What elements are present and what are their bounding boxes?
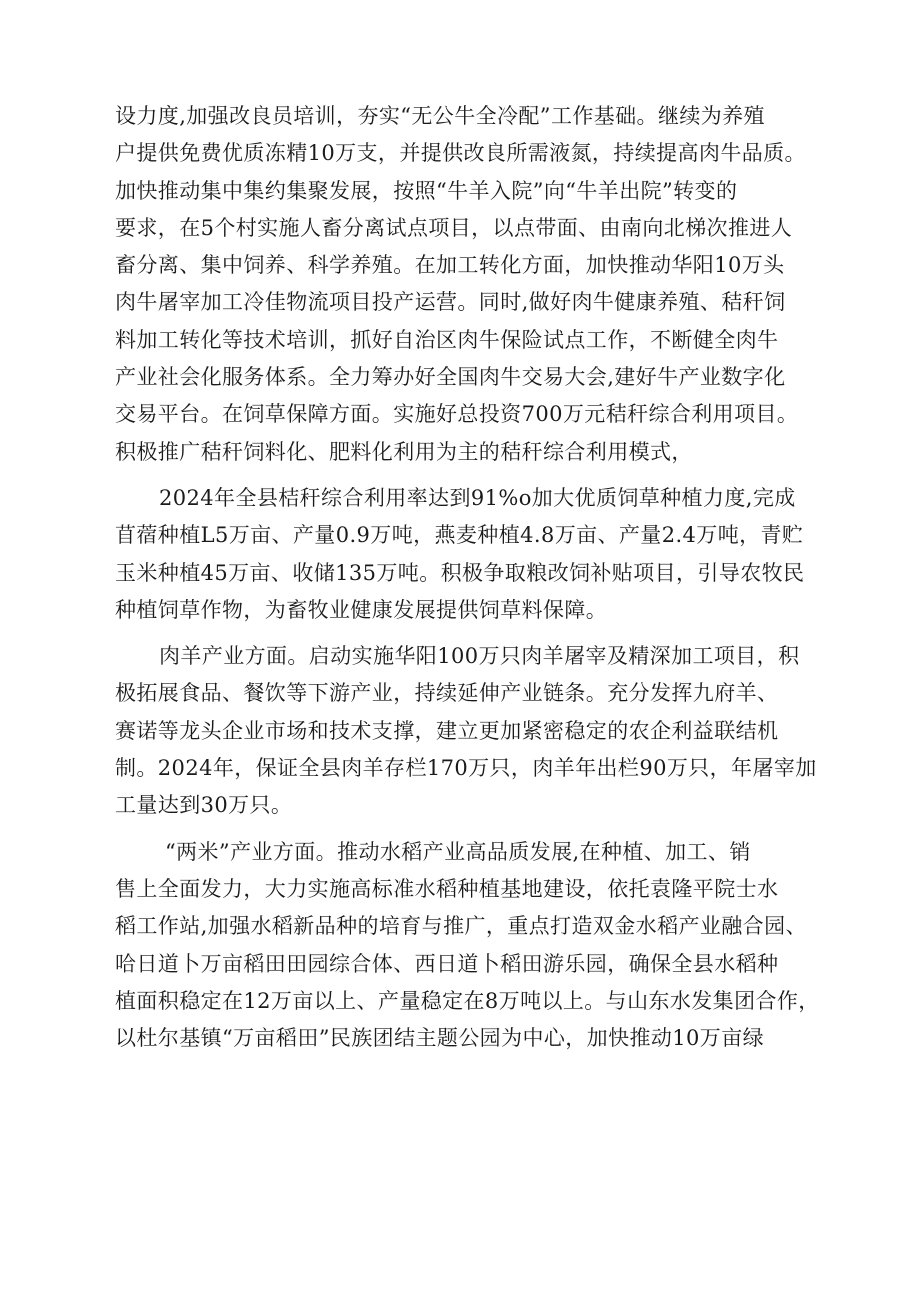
text-line: 工量达到30万只。 — [115, 793, 293, 818]
document-body — [115, 98, 835, 1057]
text-line: 畜分离、集中饲养、科学养殖。在加工转化方面，加快推动华阳10万头 — [115, 253, 785, 278]
text-line: 售上全面发力，大力实施高标准水稻种植基地建设，依托袁隆平院士水 — [115, 876, 779, 901]
text-line: 交易平台。在饲草保障方面。实施好总投资700万元秸秆综合利用项目。 — [115, 402, 799, 427]
text-line: 植面积稳定在12万亩以上、产量稳定在8万吨以上。与山东水发集团合作， — [115, 988, 820, 1013]
text-line: 极拓展食品、餐饮等下游产业，持续延伸产业链条。充分发挥九府羊、 — [115, 681, 779, 706]
text-line: 制。2024年，保证全县肉羊存栏170万只，肉羊年出栏90万只，年屠宰加 — [115, 756, 817, 781]
text-line: 加快推动集中集约集聚发展，按照“牛羊入院”向“牛羊出院”转变的 — [115, 178, 738, 203]
text-line: 产业社会化服务体系。全力筹办好全国肉牛交易大会,建好牛产业数字化 — [115, 365, 786, 390]
text-line: “两米”产业方面。推动水稻产业高品质发展,在种植、加工、销 — [165, 839, 751, 864]
text-line: 赛诺等龙头企业市场和技术支撑，建立更加紧密稳定的农企利益联结机 — [115, 718, 779, 743]
paragraph-sheep — [115, 638, 835, 824]
paragraph-spacer — [115, 471, 835, 480]
paragraph-straw — [115, 480, 835, 629]
text-line: 以杜尔基镇“万亩稻田”民族团结主题公园为中心，加快推动10万亩绿 — [115, 1026, 764, 1051]
text-line: 玉米种植45万亩、收储135万吨。积极争取粮改饲补贴项目，引导农牧民 — [115, 560, 805, 585]
text-line: 肉羊产业方面。启动实施华阳100万只肉羊屠宰及精深加工项目，积 — [159, 644, 800, 669]
text-line: 积极推广秸秆饲料化、肥料化利用为主的秸秆综合利用模式， — [115, 439, 693, 464]
text-line: 户提供免费优质冻精10万支，并提供改良所需液氮，持续提高肉牛品质。 — [115, 141, 806, 166]
text-line: 设力度,加强改良员培训，夯实“无公牛全冷配”工作基础。继续为养殖 — [115, 104, 765, 128]
paragraph-spacer — [115, 629, 835, 638]
text-line: 种植饲草作物，为畜牧业健康发展提供饲草料保障。 — [115, 597, 608, 622]
text-line: 要求，在5个村实施人畜分离试点项目，以点带面、由南向北梯次推进人 — [115, 215, 793, 240]
text-line: 苜蓿种植L5万亩、产量0.9万吨，燕麦种植4.8万亩、产量2.4万吨，青贮 — [115, 523, 804, 548]
text-line: 稻工作站,加强水稻新品种的培育与推广，重点打造双金水稻产业融合园、 — [115, 914, 807, 939]
text-line: 2024年全县桔秆综合利用率达到91%o加大优质饲草种植力度,完成 — [159, 485, 796, 510]
text-line: 料加工转化等技术培训，抓好自治区肉牛保险试点工作，不断健全肉牛 — [115, 327, 779, 352]
paragraph-spacer — [115, 825, 835, 834]
paragraph-cattle — [115, 98, 835, 471]
text-line: 肉牛屠宰加工冷佳物流项目投产运营。同时,做好肉牛健康养殖、秸秆饲 — [115, 290, 786, 315]
paragraph-rice-millet — [115, 834, 835, 1058]
text-line: 哈日道卜万亩稻田田园综合体、西日道卜稻田游乐园，确保全县水稻种 — [115, 951, 779, 976]
